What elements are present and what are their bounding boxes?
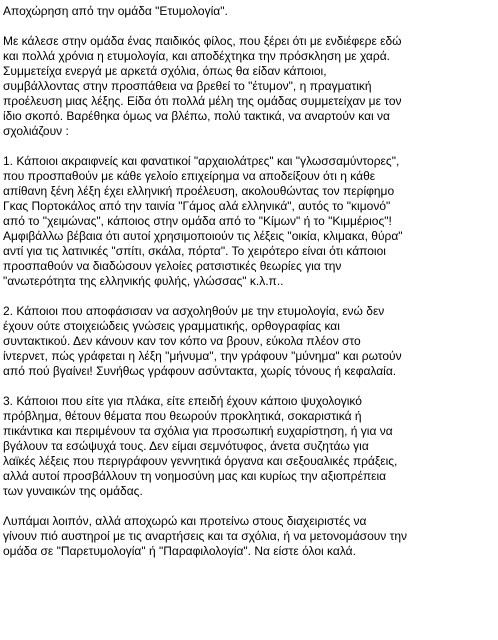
point-2-paragraph: 2. Κάποιοι που αποφάσισαν να ασχοληθούν με την ετυμολογία, ενώ δεν έχουν ούτε στοιχειώδεις γνώσεις γραμματικής, ορθογραφίας και συντακτικού. Δεν κάνουν καν τον κόπο να βρουν, εύκολα πλέον στο ίντερνετ, πώς γράφεται η λέξη "μήνυμα", την γράφουν "μύνημα" και ρωτούν από πού βγαίνει! Συνήθως γράφουν ασύντακτα, χωρίς τόνους ή κεφαλαία. [3, 304, 402, 378]
document-body [3, 4, 495, 559]
post-title: Αποχώρηση από την ομάδα "Ετυμολογία". [3, 4, 228, 18]
point-3-paragraph: 3. Κάποιοι που είτε για πλάκα, είτε επειδή έχουν κάποιο ψυχολογικό πρόβλημα, θέτουν θέματα που θεωρούν προκλητικά, σοκαριστικά ή πικάντικα και περιμένουν τα σχόλια για προσωπική ευχαρίστηση, ή για να βγάλουν τα εσώψυχά τους. Δεν είμαι σεμνότυφος, άνετα συζητάω για λαϊκές λέξεις που περιγράφουν γεννητικά όργανα και σεξουαλικές πράξεις, αλλά αυτοί προσβάλλουν τη νοημοσύνη μας και κυρίως την αξιοπρέπεια των γυναικών της ομάδας. [3, 394, 398, 498]
intro-paragraph: Με κάλεσε στην ομάδα ένας παιδικός φίλος, που ξέρει ότι με ενδιέφερε εδώ και πολλά χρόνια η ετυμολογία, και αποδέχτηκα την πρόσκληση με χαρά. Συμμετείχα ενεργά με αρκετά σχόλια, όπως θα είδαν κάποιοι, συμβάλλοντας στην προσπάθεια να βρεθεί το "έτυμον", η πραγματική προέλευση μιας λέξης. Είδα ότι πολλά μέλη της ομάδας συμμετείχαν με τον ίδιο σκοπό. Βαρέθηκα όμως να βλέπω, πολύ τακτικά, να αναρτούν και να σχολιάζουν : [3, 34, 402, 138]
point-1-paragraph: 1. Κάποιοι ακραιφνείς και φανατικοί "αρχαιολάτρες" και "γλωσσαμύντορες", που προσπαθούν με κάθε γελοίο επιχείρημα να αποδείξουν ότι η κάθε απίθανη ξένη λέξη έχει ελληνική προέλευση, ακολουθώντας τον περίφημο Γκας Πορτοκάλος από την ταινία "Γάμος αλά ελληνικά", αυτός το "κιμονό" από το "χειμώνας", κάποιος στην ομάδα από το "Κίμων" ή το "Κιμμέριος"! Αμφιβάλλω βέβαια ότι αυτοί χρησιμοποιούν τις λέξεις "οικία, κλιμακα, θύρα" αντί για τις λατινικές "σπίτι, σκάλα, πόρτα". Το χειρότερο είναι ότι κάποιοι προσπαθούν να διαδώσουν γελοίες ρατσιστικές θεωρίες για την "ανωτερότητα της ελληνικής φυλής, γλώσσας" κ.λ.π.. [3, 154, 403, 288]
closing-paragraph: Λυπάμαι λοιπόν, αλλά αποχωρώ και προτείνω στους διαχειριστές να γίνουν πιό αυστηροί με τις αναρτήσεις και τα σχόλια, ή να μετονομάσουν την ομάδα σε "Παρετυμολογία" ή "Παραφιλολογία". Να είστε όλοι καλά. [3, 514, 408, 558]
